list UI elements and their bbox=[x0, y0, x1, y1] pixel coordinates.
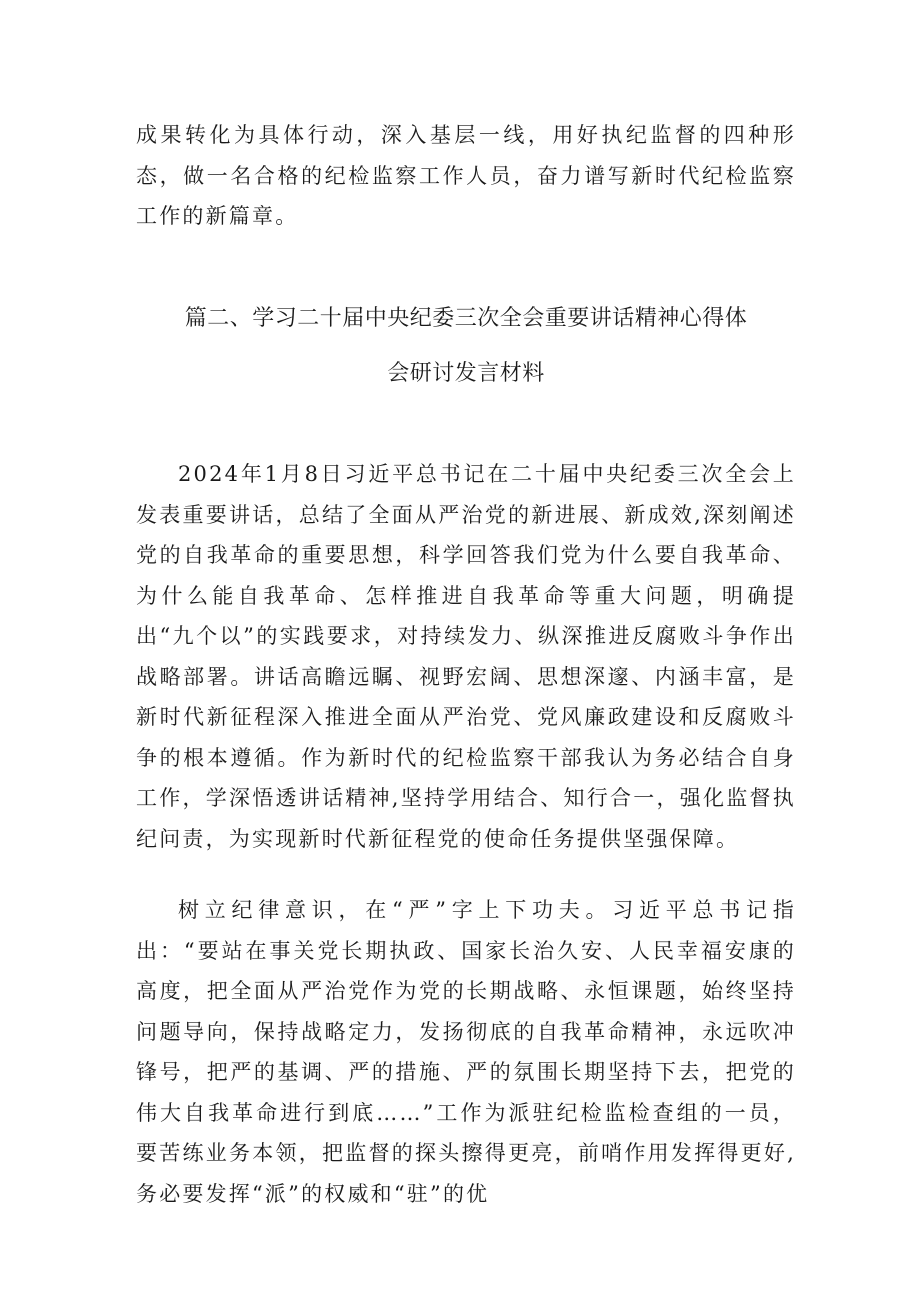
body-paragraph-1: 2024年1月8日习近平总书记在二十届中央纪委三次全会上发表重要讲话，总结了全面从严治党的新进展、新成效,深刻阐述党的自我革命的重要思想，科学回答我们党为什么要自我革命、为什么能自我革命、怎样推进自我革命等重大问题，明确提出“九个以”的实践要求，对持续发力、纵深推进反腐败斗争作出战略部署。讲话高瞻远瞩、视野宏阔、思想深邃、内涵丰富，是新时代新征程深入推进全面从严治党、党风廉政建设和反腐败斗争的根本遵循。作为新时代的纪检监察干部我认为务必结合自身工作，学深悟透讲话精神,坚持学用结合、知行合一，强化监督执纪问责，为实现新时代新征程党的使命任务提供坚强保障。 bbox=[136, 462, 796, 851]
heading-line-1: 篇二、学习二十届中央纪委三次全会重要讲话精神心得体 bbox=[184, 306, 748, 331]
intro-paragraph: 成果转化为具体行动，深入基层一线，用好执纪监督的四种形态，做一名合格的纪检监察工作人员，奋力谱写新时代纪检监察工作的新篇章。 bbox=[136, 123, 796, 228]
heading-line-2: 会研讨发言材料 bbox=[387, 361, 545, 386]
section-heading bbox=[136, 291, 796, 401]
body-paragraph-2: 树立纪律意识，在“严”字上下功夫。习近平总书记指出：“要站在事关党长期执政、国家长治久安、人民幸福安康的高度，把全面从严治党作为党的长期战略、永恒课题，始终坚持问题导向，保持战略定力，发扬彻底的自我革命精神，永远吹冲锋号，把严的基调、严的措施、严的氛围长期坚持下去，把党的伟大自我革命进行到底……”工作为派驻纪检监检查组的一员，要苦练业务本领，把监督的探头擦得更亮，前哨作用发挥得更好,务必要发挥“派”的权威和“驻”的优 bbox=[136, 898, 796, 1206]
